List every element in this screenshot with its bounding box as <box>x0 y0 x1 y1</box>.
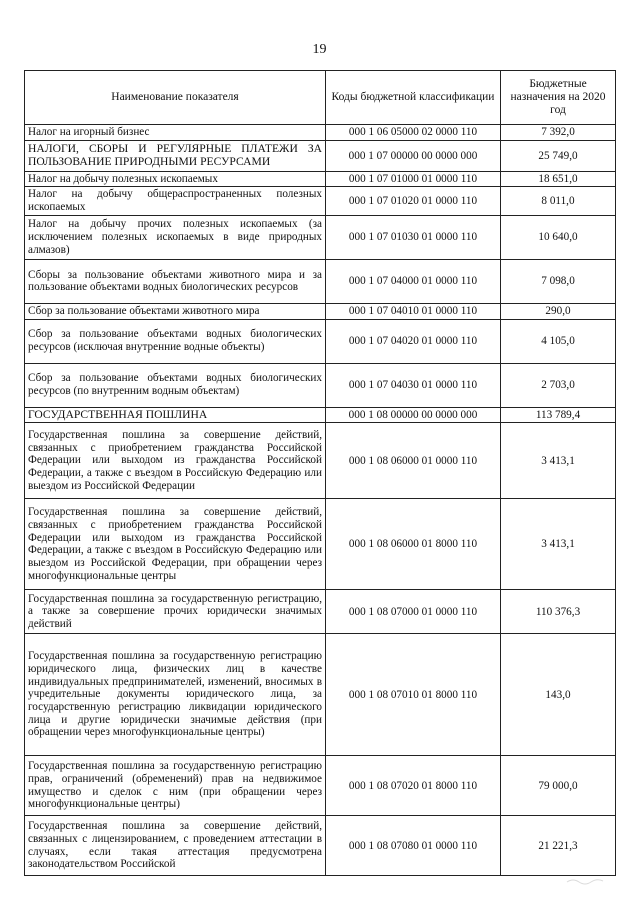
row-name: Государственная пошлина за государственную регистрацию прав, ограничений (обременений) прав на недвижимое имущество и сделок с ним (при обращении через многофункциональные центры) <box>25 756 326 816</box>
row-code: 000 1 07 04000 01 0000 110 <box>326 259 501 303</box>
row-value: 79 000,0 <box>501 756 616 816</box>
table-row <box>25 816 616 876</box>
row-code: 000 1 08 06000 01 0000 110 <box>326 423 501 499</box>
row-code: 000 1 07 04010 01 0000 110 <box>326 303 501 319</box>
table-row <box>25 590 616 634</box>
scan-artifact-mark <box>565 876 605 886</box>
row-value: 10 640,0 <box>501 215 616 259</box>
row-value: 18 651,0 <box>501 171 616 187</box>
table-row <box>25 499 616 590</box>
row-code: 000 1 07 01020 01 0000 110 <box>326 187 501 215</box>
row-value: 3 413,1 <box>501 499 616 590</box>
page-number: 19 <box>312 42 327 57</box>
table-row <box>25 634 616 756</box>
row-value: 113 789,4 <box>501 407 616 423</box>
row-value: 143,0 <box>501 634 616 756</box>
row-code: 000 1 08 07080 01 0000 110 <box>326 816 501 876</box>
row-name: Государственная пошлина за государственную регистрацию, а также за совершение прочих юридически значимых действий <box>25 590 326 634</box>
row-value: 3 413,1 <box>501 423 616 499</box>
row-name: Налог на добычу прочих полезных ископаемых (за исключением полезных ископаемых в виде природных алмазов) <box>25 215 326 259</box>
budget-table <box>24 70 616 876</box>
table-row <box>25 756 616 816</box>
row-name: Государственная пошлина за совершение действий, связанных с приобретением гражданства Российской Федерации или выходом из гражданства Российской Федерации, а также с въездом в Российскую Федерацию или выездом из Российской Федерации <box>25 423 326 499</box>
row-value: 8 011,0 <box>501 187 616 215</box>
column-header-value: Бюджетные назначения на 2020 год <box>501 71 616 125</box>
row-name: Сборы за пользование объектами животного мира и за пользование объектами водных биологических ресурсов <box>25 259 326 303</box>
table-row <box>25 140 616 171</box>
row-name: Сбор за пользование объектами водных биологических ресурсов (по внутренним водным объектам) <box>25 363 326 407</box>
row-value: 25 749,0 <box>501 140 616 171</box>
row-name: Сбор за пользование объектами водных биологических ресурсов (исключая внутренние водные объекты) <box>25 319 326 363</box>
table-row <box>25 215 616 259</box>
row-code: 000 1 08 07000 01 0000 110 <box>326 590 501 634</box>
table-row <box>25 125 616 141</box>
table-row <box>25 303 616 319</box>
table-row <box>25 319 616 363</box>
table-row <box>25 259 616 303</box>
table-row <box>25 423 616 499</box>
table-row <box>25 187 616 215</box>
row-code: 000 1 07 04030 01 0000 110 <box>326 363 501 407</box>
row-name: Государственная пошлина за совершение действий, связанных с приобретением гражданства Российской Федерации или выходом из гражданства Российской Федерации, а также с въездом в Российскую Федерацию или выездом из Российской Федерации, при обращении через многофункциональные центры <box>25 499 326 590</box>
row-code: 000 1 08 00000 00 0000 000 <box>326 407 501 423</box>
row-value: 290,0 <box>501 303 616 319</box>
table-row <box>25 407 616 423</box>
row-name: Налог на добычу полезных ископаемых <box>25 171 326 187</box>
table-header-row <box>25 71 616 125</box>
row-code: 000 1 08 06000 01 8000 110 <box>326 499 501 590</box>
row-name: ГОСУДАРСТВЕННАЯ ПОШЛИНА <box>25 407 326 423</box>
table-row <box>25 363 616 407</box>
row-code: 000 1 07 04020 01 0000 110 <box>326 319 501 363</box>
column-header-code: Коды бюджетной классификации <box>326 71 501 125</box>
row-name: НАЛОГИ, СБОРЫ И РЕГУЛЯРНЫЕ ПЛАТЕЖИ ЗА ПОЛЬЗОВАНИЕ ПРИРОДНЫМИ РЕСУРСАМИ <box>25 140 326 171</box>
row-code: 000 1 07 01000 01 0000 110 <box>326 171 501 187</box>
row-value: 4 105,0 <box>501 319 616 363</box>
row-code: 000 1 08 07020 01 8000 110 <box>326 756 501 816</box>
row-name: Сбор за пользование объектами животного мира <box>25 303 326 319</box>
row-value: 2 703,0 <box>501 363 616 407</box>
row-value: 110 376,3 <box>501 590 616 634</box>
row-code: 000 1 06 05000 02 0000 110 <box>326 125 501 141</box>
table-row <box>25 171 616 187</box>
row-value: 21 221,3 <box>501 816 616 876</box>
row-name: Государственная пошлина за совершение действий, связанных с лицензированием, с проведением аттестации в случаях, если такая аттестация предусмотрена законодательством Российской <box>25 816 326 876</box>
row-code: 000 1 08 07010 01 8000 110 <box>326 634 501 756</box>
row-value: 7 098,0 <box>501 259 616 303</box>
row-value: 7 392,0 <box>501 125 616 141</box>
row-name: Государственная пошлина за государственную регистрацию юридического лица, физических лиц в качестве индивидуальных предпринимателей, изменений, вносимых в учредительные документы юридического лица, за государственную регистрацию ликвидации юридического лица и другие юридически значимые действия (при обращении через многофункциональные центры) <box>25 634 326 756</box>
row-name: Налог на игорный бизнес <box>25 125 326 141</box>
column-header-name: Наименование показателя <box>25 71 326 125</box>
row-name: Налог на добычу общераспространенных полезных ископаемых <box>25 187 326 215</box>
row-code: 000 1 07 00000 00 0000 000 <box>326 140 501 171</box>
row-code: 000 1 07 01030 01 0000 110 <box>326 215 501 259</box>
